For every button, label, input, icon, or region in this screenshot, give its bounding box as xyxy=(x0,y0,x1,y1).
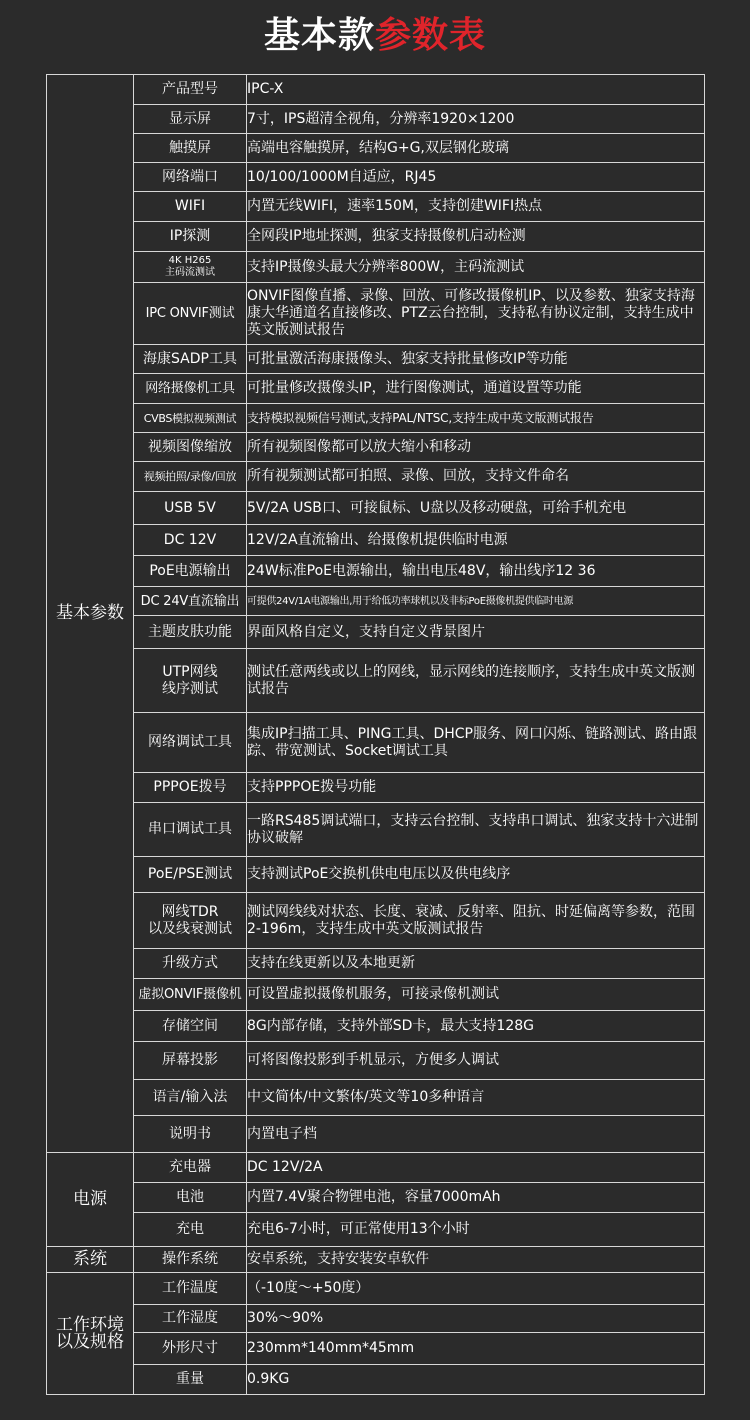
title-part-red: 参数表 xyxy=(375,15,487,56)
row-key: 显示屏 xyxy=(134,105,247,134)
row-key: 触摸屏 xyxy=(134,134,247,163)
row-key: IPC ONVIF测试 xyxy=(134,283,247,345)
row-key: 视频拍照/录像/回放 xyxy=(134,462,247,492)
row-value: 5V/2A USB口、可接鼠标、U盘以及移动硬盘，可给手机充电 xyxy=(247,492,705,525)
table-row xyxy=(47,283,705,345)
table-row xyxy=(47,803,705,857)
table-row xyxy=(47,1333,705,1365)
row-key: 说明书 xyxy=(134,1116,247,1153)
row-key: DC 24V直流输出 xyxy=(134,587,247,616)
table-row xyxy=(47,222,705,252)
row-value: 可设置虚拟摄像机服务，可接录像机测试 xyxy=(247,979,705,1011)
table-row xyxy=(47,773,705,803)
row-value: 内置电子档 xyxy=(247,1116,705,1153)
row-value: 界面风格自定义，支持自定义背景图片 xyxy=(247,616,705,649)
row-value: 全网段IP地址探测，独家支持摄像机启动检测 xyxy=(247,222,705,252)
row-value: 支持PPPOE拨号功能 xyxy=(247,773,705,803)
table-row xyxy=(47,587,705,616)
table-row xyxy=(47,1183,705,1213)
row-key: 电池 xyxy=(134,1183,247,1213)
table-row xyxy=(47,252,705,283)
table-row xyxy=(47,105,705,134)
row-value: 可批量修改摄像头IP，进行图像测试，通道设置等功能 xyxy=(247,374,705,404)
row-key: 工作温度 xyxy=(134,1273,247,1305)
row-key: 升级方式 xyxy=(134,949,247,979)
title-part-white: 基本款 xyxy=(263,15,375,56)
table-row xyxy=(47,345,705,374)
table-row xyxy=(47,525,705,556)
row-key: 屏幕投影 xyxy=(134,1042,247,1080)
row-value: 8G内部存储，支持外部SD卡，最大支持128G xyxy=(247,1011,705,1042)
table-row xyxy=(47,134,705,163)
row-key: CVBS模拟视频测试 xyxy=(134,404,247,433)
row-key: DC 12V xyxy=(134,525,247,556)
row-value: 所有视频图像都可以放大缩小和移动 xyxy=(247,433,705,462)
row-key: 语言/输入法 xyxy=(134,1080,247,1116)
table-row xyxy=(47,163,705,192)
spec-table xyxy=(46,74,705,1395)
row-value: 230mm*140mm*45mm xyxy=(247,1333,705,1365)
section-label-basic: 基本参数 xyxy=(47,75,134,1153)
table-row xyxy=(47,404,705,433)
row-value: 一路RS485调试端口，支持云台控制、支持串口调试、独家支持十六进制协议破解 xyxy=(247,803,705,857)
table-row xyxy=(47,1080,705,1116)
table-row xyxy=(47,1116,705,1153)
row-key: 网线TDR 以及线衰测试 xyxy=(134,893,247,949)
row-value: IPC-X xyxy=(247,75,705,105)
table-row xyxy=(47,192,705,222)
row-key: 网络调试工具 xyxy=(134,713,247,773)
row-key: 视频图像缩放 xyxy=(134,433,247,462)
table-row xyxy=(47,649,705,713)
table-row xyxy=(47,1365,705,1395)
row-value: 30%～90% xyxy=(247,1305,705,1333)
table-row xyxy=(47,556,705,587)
row-value: 内置无线WIFI，速率150M，支持创建WIFI热点 xyxy=(247,192,705,222)
section-label-power: 电源 xyxy=(47,1153,134,1247)
row-value: 可批量激活海康摄像头、独家支持批量修改IP等功能 xyxy=(247,345,705,374)
section-label-env: 工作环境 以及规格 xyxy=(47,1273,134,1395)
table-row xyxy=(47,374,705,404)
table-row xyxy=(47,75,705,105)
row-key: 工作湿度 xyxy=(134,1305,247,1333)
row-value: 可将图像投影到手机显示，方便多人调试 xyxy=(247,1042,705,1080)
row-key: 操作系统 xyxy=(134,1247,247,1273)
table-row xyxy=(47,1273,705,1305)
table-row xyxy=(47,949,705,979)
row-key: 海康SADP工具 xyxy=(134,345,247,374)
row-key: 外形尺寸 xyxy=(134,1333,247,1365)
row-value: 中文简体/中文繁体/英文等10多种语言 xyxy=(247,1080,705,1116)
page-title xyxy=(0,14,750,58)
row-key: USB 5V xyxy=(134,492,247,525)
row-value: 支持在线更新以及本地更新 xyxy=(247,949,705,979)
table-row xyxy=(47,433,705,462)
table-row xyxy=(47,1247,705,1273)
row-key: 充电器 xyxy=(134,1153,247,1183)
row-value: 可提供24V/1A电源输出,用于给低功率球机以及非标PoE摄像机提供临时电源 xyxy=(247,587,705,616)
row-key: 产品型号 xyxy=(134,75,247,105)
row-key: WIFI xyxy=(134,192,247,222)
row-value: ONVIF图像直播、录像、回放、可修改摄像机IP、以及参数、独家支持海康大华通道名直接修改、PTZ云台控制，支持私有协议定制，支持生成中英文版测试报告 xyxy=(247,283,705,345)
row-key: PoE电源输出 xyxy=(134,556,247,587)
row-value: 24W标准PoE电源输出，输出电压48V，输出线序12 36 xyxy=(247,556,705,587)
row-value: 内置7.4V聚合物锂电池，容量7000mAh xyxy=(247,1183,705,1213)
row-key: PoE/PSE测试 xyxy=(134,857,247,893)
row-value: 集成IP扫描工具、PING工具、DHCP服务、网口闪烁、链路测试、路由跟踪、带宽测试、Socket调试工具 xyxy=(247,713,705,773)
row-value: 支持测试PoE交换机供电电压以及供电线序 xyxy=(247,857,705,893)
row-value: 0.9KG xyxy=(247,1365,705,1395)
row-key: 充电 xyxy=(134,1213,247,1247)
table-row xyxy=(47,1213,705,1247)
row-value: 支持IP摄像头最大分辨率800W，主码流测试 xyxy=(247,252,705,283)
row-value: 高端电容触摸屏，结构G+G,双层钢化玻璃 xyxy=(247,134,705,163)
section-label-system: 系统 xyxy=(47,1247,134,1273)
row-key: 虚拟ONVIF摄像机 xyxy=(134,979,247,1011)
row-key: 主题皮肤功能 xyxy=(134,616,247,649)
table-row xyxy=(47,1305,705,1333)
table-row xyxy=(47,713,705,773)
row-key: IP探测 xyxy=(134,222,247,252)
row-key: 存储空间 xyxy=(134,1011,247,1042)
row-key: 4K H265 主码流测试 xyxy=(134,252,247,283)
row-value: 10/100/1000M自适应，RJ45 xyxy=(247,163,705,192)
row-key: PPPOE拨号 xyxy=(134,773,247,803)
row-value: DC 12V/2A xyxy=(247,1153,705,1183)
row-value: 安卓系统，支持安装安卓软件 xyxy=(247,1247,705,1273)
row-key: 网络端口 xyxy=(134,163,247,192)
table-row xyxy=(47,462,705,492)
row-key: 网络摄像机工具 xyxy=(134,374,247,404)
row-key: 串口调试工具 xyxy=(134,803,247,857)
table-row xyxy=(47,893,705,949)
table-row xyxy=(47,1011,705,1042)
row-value: （-10度～+50度） xyxy=(247,1273,705,1305)
row-value: 7寸，IPS超清全视角，分辨率1920×1200 xyxy=(247,105,705,134)
table-row xyxy=(47,492,705,525)
row-key: UTP网线 线序测试 xyxy=(134,649,247,713)
row-value: 12V/2A直流输出、给摄像机提供临时电源 xyxy=(247,525,705,556)
row-value: 充电6-7小时，可正常使用13个小时 xyxy=(247,1213,705,1247)
row-value: 所有视频测试都可拍照、录像、回放，支持文件命名 xyxy=(247,462,705,492)
row-value: 支持模拟视频信号测试,支持PAL/NTSC,支持生成中英文版测试报告 xyxy=(247,404,705,433)
table-row xyxy=(47,857,705,893)
table-row xyxy=(47,979,705,1011)
row-value: 测试网线线对状态、长度、衰减、反射率、阻抗、时延偏离等参数，范围2-196m，支持生成中英文版测试报告 xyxy=(247,893,705,949)
row-key: 重量 xyxy=(134,1365,247,1395)
row-value: 测试任意两线或以上的网线，显示网线的连接顺序，支持生成中英文版测试报告 xyxy=(247,649,705,713)
table-row xyxy=(47,1153,705,1183)
table-row xyxy=(47,1042,705,1080)
table-row xyxy=(47,616,705,649)
